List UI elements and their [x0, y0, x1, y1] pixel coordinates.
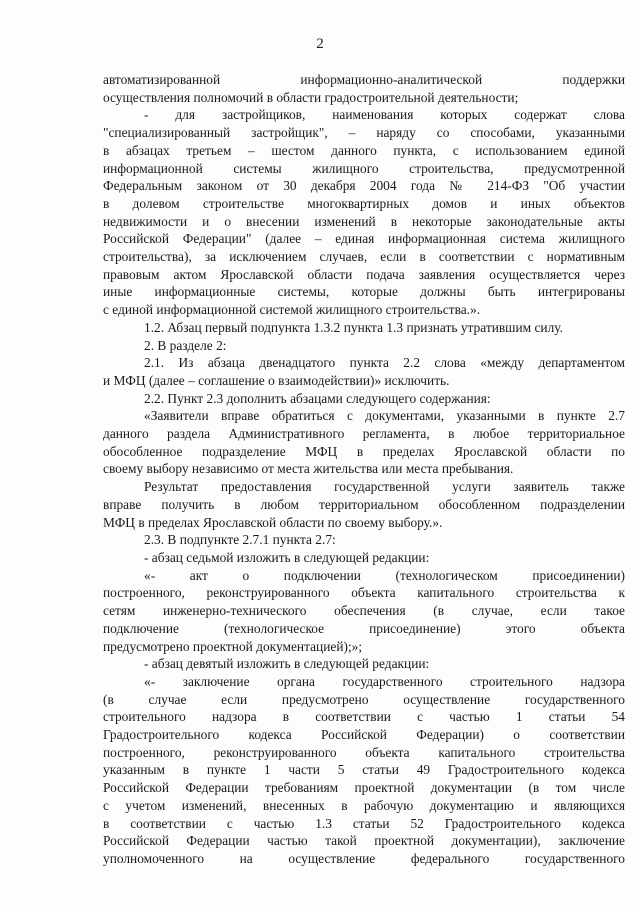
- text-line: - абзац девятый изложить в следующей редакции:: [144, 656, 430, 672]
- text-line: предусмотрено проектной документацией);»;: [103, 638, 363, 654]
- text-line: Российской Федерации частью такой проектной документации), заключение: [103, 833, 625, 849]
- text-line: в долевом строительстве многоквартирных домов и иных объектов: [103, 195, 625, 211]
- text-line: вправе получить в любом территориальном обособленном подразделении: [103, 496, 625, 512]
- text-line: своему выбору независимо от места жительства или места пребывания.: [103, 461, 514, 477]
- text-line: с учетом изменений, внесенных в рабочую документацию и являющихся: [103, 797, 625, 813]
- text-line: Градостроительного кодекса Российской Федерации) о соответствии: [103, 727, 625, 743]
- text-line: 2.1. Из абзаца двенадцатого пункта 2.2 слова «между департаментом: [144, 355, 625, 371]
- text-line: осуществления полномочий в области градостроительной деятельности;: [103, 89, 519, 105]
- text-line: «Заявители вправе обратиться с документами, указанными в пункте 2.7: [144, 408, 625, 424]
- text-line: недвижимости и о внесении изменений в некоторые законодательные акты: [103, 213, 625, 229]
- text-line: Российской Федерации" (далее – единая информационная система жилищного: [103, 231, 625, 247]
- text-line: Результат предоставления государственной услуги заявитель также: [144, 479, 625, 495]
- text-line: строительного надзора в соответствии с частью 1 статьи 54: [103, 709, 625, 725]
- text-line: данного раздела Административного регламента, в любое территориальное: [103, 426, 625, 442]
- text-line: МФЦ в пределах Ярославской области по своему выбору.».: [103, 514, 443, 530]
- text-line: построенного, реконструированного объекта капитального строительства к: [103, 585, 625, 601]
- text-line: "специализированный застройщик", – наряду со способами, указанными: [103, 125, 625, 141]
- text-line: уполномоченного на осуществление федерального государственного: [103, 850, 625, 866]
- text-line: и МФЦ (далее – соглашение о взаимодействии)» исключить.: [103, 372, 450, 388]
- text-line: - абзац седьмой изложить в следующей редакции:: [144, 549, 430, 565]
- text-line: обособленное подразделение МФЦ в пределах Ярославской области по: [103, 443, 625, 459]
- text-line: 1.2. Абзац первый подпункта 1.3.2 пункта 1.3 признать утратившим силу.: [144, 319, 563, 335]
- text-line: подключение (технологическое присоединение) этого объекта: [103, 620, 625, 636]
- text-line: - для застройщиков, наименования которых содержат слова: [144, 107, 625, 123]
- page-number: 2: [316, 36, 324, 52]
- text-line: указанным в пункте 1 части 5 статьи 49 Градостроительного кодекса: [103, 762, 625, 778]
- document-body: [103, 71, 625, 868]
- text-line: с единой информационной системой жилищного строительства.».: [103, 302, 481, 318]
- text-line: (в случае если предусмотрено осуществление государственного: [103, 691, 625, 707]
- text-line: правовым актом Ярославской области подача заявления осуществляется через: [103, 266, 625, 282]
- text-line: в соответствии с частью 1.3 статьи 52 Градостроительного кодекса: [103, 815, 625, 831]
- text-line: 2.2. Пункт 2.3 дополнить абзацами следующего содержания:: [144, 390, 491, 406]
- text-line: 2.3. В подпункте 2.7.1 пункта 2.7:: [144, 532, 336, 548]
- text-line: 2. В разделе 2:: [144, 337, 227, 353]
- text-line: строительства), за исключением случаев, если в соответствии с нормативным: [103, 249, 625, 265]
- text-line: сетям инженерно-технического обеспечения (в случае, если такое: [103, 603, 625, 619]
- text-line: Российской Федерации требованиям проектной документации (в том числе: [103, 780, 625, 796]
- text-line: построенного, реконструированного объекта капитального строительства: [103, 744, 625, 760]
- text-line: информационной системы жилищного строительства, предусмотренной: [103, 160, 625, 176]
- text-line: в абзацах третьем – шестом данного пункта, с использованием единой: [103, 142, 625, 158]
- text-line: «- акт о подключении (технологическом присоединении): [144, 567, 625, 583]
- text-line: Федеральным законом от 30 декабря 2004 года № 214-ФЗ "Об участии: [103, 178, 625, 194]
- text-line: автоматизированной информационно-аналитической поддержки: [103, 72, 625, 87]
- text-line: иные информационные системы, которые должны быть интегрированы: [103, 284, 625, 300]
- text-line: «- заключение органа государственного строительного надзора: [144, 673, 625, 689]
